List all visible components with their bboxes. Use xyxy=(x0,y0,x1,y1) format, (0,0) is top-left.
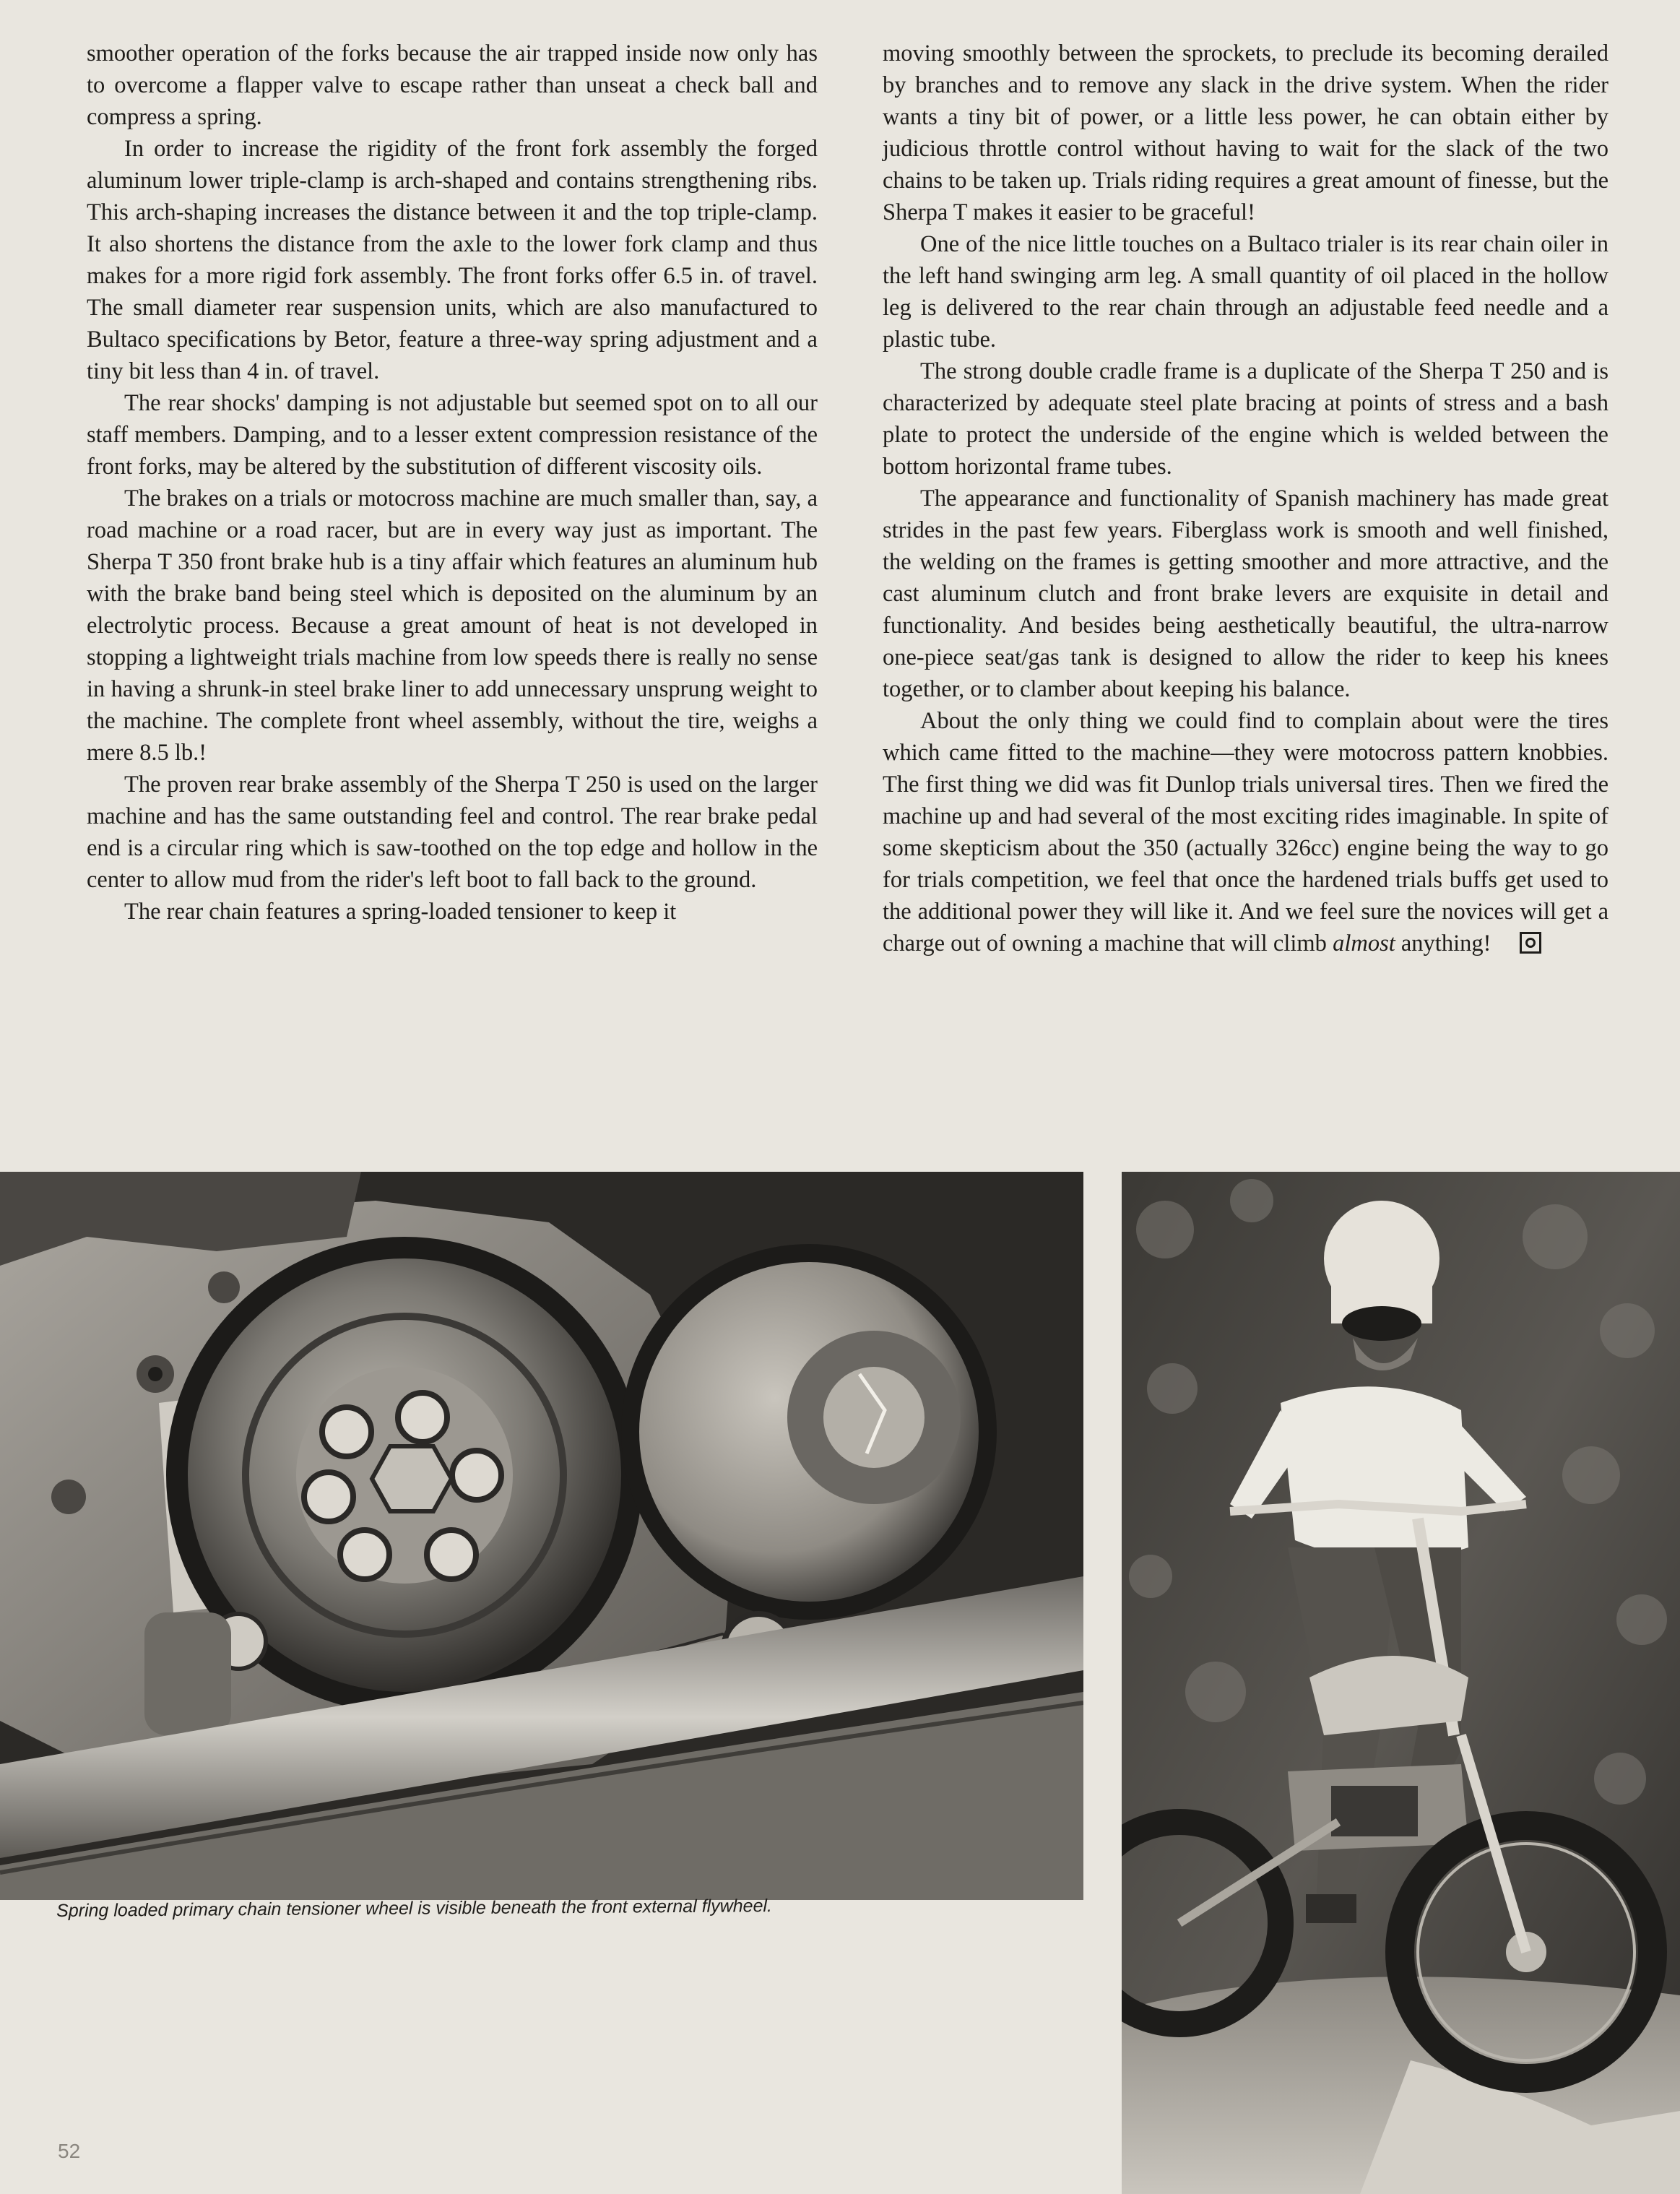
paragraph: The rear chain features a spring-loaded tensioner to keep it xyxy=(124,899,677,925)
paragraph: In order to increase the rigidity of the front fork assembly the forged aluminum lower triple-clamp is arch-shaped and contains strengthening ribs. This arch-shaping increases the distance between it and the top triple-clamp. It also shortens the distance from the axle to the lower fork clamp and thus makes for a more rigid fork assembly. The front forks offer 6.5 in. of travel. The small diameter rear suspension units, which are also manufactured to Bultaco specifications by Betor, feature a three-way spring adjustment and a tiny bit less than 4 in. of travel. xyxy=(87,136,818,384)
engine-clutch-image xyxy=(0,1172,1083,1900)
emphasis-text: almost xyxy=(1333,930,1395,956)
rider-on-motorcycle-photo xyxy=(1122,1172,1680,2194)
right-text-column xyxy=(883,38,1608,959)
paragraph: The brakes on a trials or motocross machine are much smaller than, say, a road machine or a road racer, but are in every way just as important. The Sherpa T 350 front brake hub is a tiny affair which features an aluminum hub with the brake band being steel which is deposited on the aluminum by an electrolytic process. Because a great amount of heat is not developed in stopping a lightweight trials machine from low speeds there is really no sense in having a shrunk-in steel brake liner to add unnecessary unsprung weight to the machine. The complete front wheel assembly, without the tire, weighs a mere 8.5 lb.! xyxy=(87,485,818,766)
paragraph: One of the nice little touches on a Bultaco trialer is its rear chain oiler in the left hand swinging arm leg. A small quantity of oil placed in the hollow leg is delivered to the rear chain through an adjustable feed needle and a plastic tube. xyxy=(883,231,1608,353)
paragraph: The appearance and functionality of Spanish machinery has made great strides in the past few years. Fiberglass work is smooth and well finished, the welding on the frames is getting smoother and more attractive, and the cast aluminum clutch and front brake levers are exquisite in detail and functionality. And besides being aesthetically beautiful, the ultra-narrow one-piece seat/gas tank is designed to allow the rider to keep his knees together, or to clamber about keeping his balance. xyxy=(883,485,1608,702)
paragraph: moving smoothly between the sprockets, to preclude its becoming derailed by branches and to remove any slack in the drive system. When the rider wants a tiny bit of power, or a little less power, he can obtain either by judicious throttle control without having to wait for the slack of the two chains to be taken up. Trials riding requires a great amount of finesse, but the Sherpa T makes it easier to be graceful! xyxy=(883,40,1608,225)
page-number: 52 xyxy=(58,2140,81,2162)
final-text-end: anything! xyxy=(1395,930,1491,956)
final-paragraph xyxy=(883,705,1608,959)
paragraph: smoother operation of the forks because the air trapped inside now only has to overcome a flapper valve to escape rather than unseat a check ball and compress a spring. xyxy=(87,40,818,130)
left-text-column xyxy=(87,38,818,928)
end-of-article-icon xyxy=(1520,932,1541,954)
engine-clutch-photo xyxy=(0,1172,1083,1900)
paragraph: The rear shocks' damping is not adjustable but seemed spot on to all our staff members. Damping, and to a lesser extent compression resistance of the front forks, may be altered by the substitution of different viscosity oils. xyxy=(87,390,818,480)
rider-image xyxy=(1122,1172,1680,2194)
final-text: About the only thing we could find to complain about were the tires which came fitted to the machine—they were motocross pattern knobbies. The first thing we did was fit Dunlop trials universal tires. Then we fired the machine up and had several of the most exciting rides imaginable. In spite of some skepticism about the 350 (actually 326cc) engine being the way to go for trials competition, we feel that once the hardened trials buffs get used to the additional power they will like it. And we feel sure the novices will get a charge out of owning a machine that will climb xyxy=(883,708,1608,956)
paragraph: The strong double cradle frame is a duplicate of the Sherpa T 250 and is characterized by adequate steel plate bracing at points of stress and a bash plate to protect the underside of the engine which is welded between the bottom horizontal frame tubes. xyxy=(883,358,1608,480)
photo-caption: Spring loaded primary chain tensioner wheel is visible beneath the front external flywheel. xyxy=(56,1896,773,1921)
paragraph: The proven rear brake assembly of the Sherpa T 250 is used on the larger machine and has the same outstanding feel and control. The rear brake pedal end is a circular ring which is saw-toothed on the top edge and hollow in the center to allow mud from the rider's left boot to fall back to the ground. xyxy=(87,772,818,893)
